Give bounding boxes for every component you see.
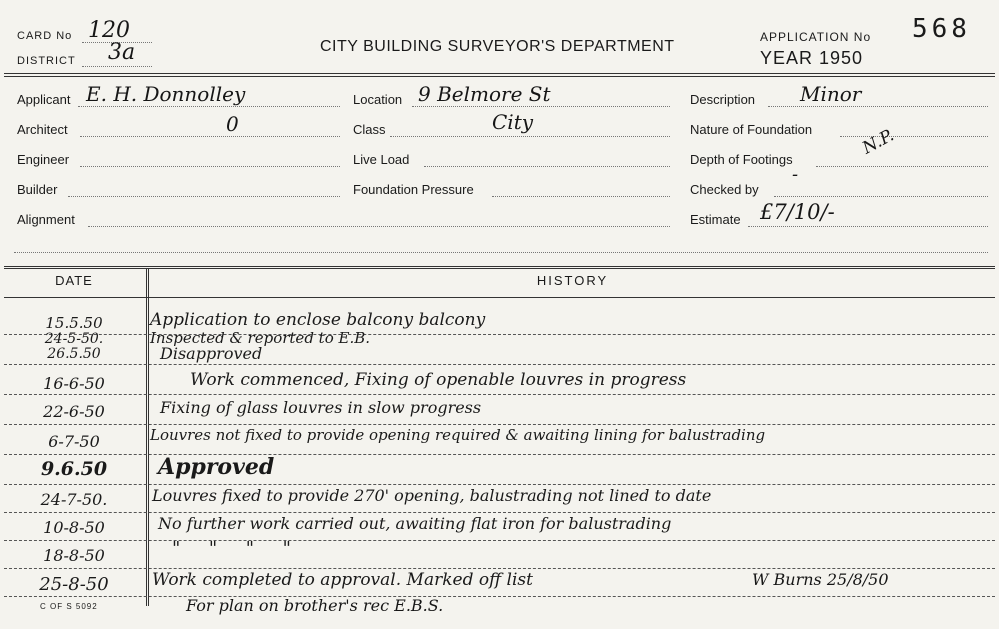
class-value: City <box>492 110 534 134</box>
checked-by-label: Checked by <box>690 182 759 197</box>
row-date: 16-6-50 <box>43 374 105 393</box>
builder-label: Builder <box>17 182 58 197</box>
foundation-pressure-line <box>492 196 670 197</box>
checked-by-line <box>774 196 988 197</box>
row-rule <box>4 424 995 425</box>
row-date: 24-7-50. <box>40 490 108 509</box>
row-history: " " " " <box>172 538 291 559</box>
live-load-line <box>424 166 670 167</box>
application-no: 568 <box>912 14 971 44</box>
row-rule <box>4 568 995 569</box>
engineer-line <box>80 166 340 167</box>
class-line <box>390 136 670 137</box>
card-no-value: 120 <box>88 18 130 43</box>
row-history: Disapproved <box>160 344 263 363</box>
architect-label: Architect <box>17 122 68 137</box>
district-label: DISTRICT <box>17 55 76 67</box>
depth-of-footings-label: Depth of Footings <box>690 152 793 167</box>
row-history: Work commenced, Fixing of openable louvres in progress <box>190 370 687 390</box>
applicant-line <box>78 106 340 107</box>
header-divider-2 <box>4 76 995 77</box>
row-history: Fixing of glass louvres in slow progress <box>160 398 482 417</box>
alignment-line <box>88 226 670 227</box>
depth-of-footings-line <box>816 166 988 167</box>
engineer-label: Engineer <box>17 152 70 167</box>
column-divider-2 <box>148 268 149 606</box>
depth-of-footings-value: N.P. <box>859 125 898 159</box>
district-line <box>82 66 152 67</box>
row-rule <box>4 484 995 485</box>
nature-of-foundation-label: Nature of Foundation <box>690 122 813 137</box>
row-history: Approved <box>158 454 275 480</box>
row-date: 6-7-50 <box>48 432 100 451</box>
row-date: 15.5.50 <box>45 314 103 332</box>
alignment-label: Alignment <box>17 212 75 227</box>
class-label: Class <box>353 122 386 137</box>
architect-value: 0 <box>226 112 239 136</box>
foundation-pressure-label: Foundation Pressure <box>353 182 474 197</box>
row-date: 25-8-50 <box>39 574 109 595</box>
row-date: 18-8-50 <box>43 546 105 565</box>
description-line <box>768 106 988 107</box>
row-rule <box>4 454 995 455</box>
history-header: HISTORY <box>536 273 609 288</box>
year-label: YEAR 1950 <box>760 48 864 68</box>
application-no-label: APPLICATION No <box>760 30 872 44</box>
footnote: For plan on brother's rec E.B.S. <box>186 596 444 615</box>
row-history: Louvres not fixed to provide opening required & awaiting lining for balustrading <box>150 426 766 444</box>
card-no-label: CARD No <box>17 30 73 42</box>
row-rule <box>4 540 995 541</box>
description-label: Description <box>690 92 756 107</box>
row-history: Work completed to approval. Marked off list <box>152 570 533 590</box>
header-divider <box>4 73 995 74</box>
location-line <box>412 106 670 107</box>
row-date: 24-5-50. <box>44 331 104 347</box>
row-rule <box>4 512 995 513</box>
fields-bottom-line <box>14 252 988 253</box>
nature-of-foundation-line <box>840 136 988 137</box>
applicant-value: E. H. Donnolley <box>86 82 246 106</box>
table-top-rule <box>4 266 995 267</box>
estimate-value: £7/10/- <box>760 200 835 224</box>
applicant-label: Applicant <box>17 92 71 107</box>
live-load-label: Live Load <box>353 152 410 167</box>
department-title: CITY BUILDING SURVEYOR'S DEPARTMENT <box>320 38 675 55</box>
header-row-rule <box>4 297 995 298</box>
builder-line <box>68 196 340 197</box>
row-date: 26.5.50 <box>47 346 101 362</box>
location-label: Location <box>353 92 403 107</box>
row-date: 22-6-50 <box>43 402 105 421</box>
date-header: DATE <box>55 273 93 288</box>
description-value: Minor <box>800 82 862 106</box>
row-history: No further work carried out, awaiting flat iron for balustrading <box>158 514 672 533</box>
column-divider <box>146 268 147 606</box>
checked-by-value: - <box>792 164 799 185</box>
row-date: 10-8-50 <box>43 518 105 537</box>
estimate-line <box>748 226 988 227</box>
district-value: 3a <box>108 40 136 65</box>
architect-line <box>80 136 340 137</box>
signoff: W Burns 25/8/50 <box>752 570 889 589</box>
row-rule <box>4 394 995 395</box>
row-date: 9.6.50 <box>40 458 108 480</box>
row-history: Application to enclose balcony balcony <box>150 310 486 330</box>
estimate-label: Estimate <box>690 212 741 227</box>
row-history: Inspected & reported to E.B. <box>150 329 371 347</box>
table-top-rule-2 <box>4 268 995 269</box>
row-history: Louvres fixed to provide 270' opening, balustrading not lined to date <box>152 486 712 505</box>
form-code: C OF S 5092 <box>40 602 98 611</box>
location-value: 9 Belmore St <box>418 82 551 106</box>
row-rule <box>4 364 995 365</box>
row-rule <box>4 596 995 597</box>
